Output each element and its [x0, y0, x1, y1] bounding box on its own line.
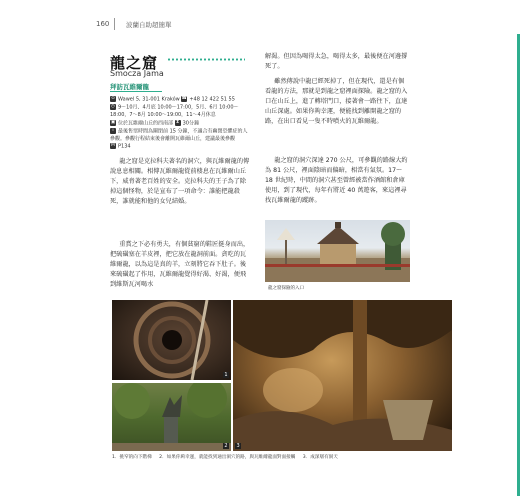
body-column-right-2	[265, 77, 410, 127]
paragraph: 重賞之下必有勇夫，有個貧窮的鞋匠挺身而出，把硫磺塞在羊皮裡，把它放在龍洞前面。貪吃的瓦維爾龍，以為這是真的羊，立刻將它吞下肚子。後來硫磺起了作用，瓦維爾龍覺得好渴、好渴，便飛到維斯瓦河喝水	[110, 241, 250, 289]
castle-caption: 龍之窟探險的入口	[268, 286, 304, 291]
tip-text: 最後售票時間為關閉前 15 分鐘，不適合有幽閉恐懼症的人參觀。參觀行程結束後會離開瓦維爾山丘，建議最後參觀	[110, 128, 248, 142]
body-column-left-1	[110, 157, 250, 207]
transport-text: 位於瓦維爾山丘的西南部	[118, 120, 174, 126]
cave-illustration	[233, 300, 452, 451]
caption-2: 2．如果你夠幸運，就能找到通出洞穴的路，與瓦維爾龍面對面接觸	[159, 455, 296, 460]
transport-line	[110, 120, 250, 128]
caption-1: 1．挑窄的向下階梯	[112, 455, 152, 460]
map-ref-text: P134	[118, 143, 131, 150]
castle-illustration	[265, 220, 410, 282]
paragraph: 龍之窟是克拉科夫著名的洞穴，與瓦維爾龍的傳說息息相關。相傳瓦維爾龍從前棲息在瓦維爾山丘下，威脅著老百姓的安全。克拉科夫的王子為了除掉這個怪物，於是宣布了一項命令：誰能把龍殺死，誰就能和他的女兒結婚。	[110, 158, 250, 206]
page-number: 160	[96, 20, 110, 28]
paragraph: 雖然傳說中龍已經死掉了，但在現代，還是有個看龍的方法，那就是到龍之窟裡面探險。龍之窟的入口在山丘上，進了轉塔門口，接著會一路往下，直達山丘深處。如果你夠幸運，便能找到離開龍之窟的路，在出口看見一隻不時噴火的瓦維爾龍。	[265, 78, 408, 126]
address-text: Wawel 5, 31-001 Kraków	[118, 96, 180, 103]
caption-3: 3．成深層有洞天	[302, 455, 338, 460]
info-block	[110, 96, 250, 151]
duration-text: 30分鐘	[182, 120, 199, 126]
phone-text: +48 12 422 51 55	[189, 96, 235, 103]
body-column-left-2	[110, 240, 250, 290]
map-ref-line	[110, 143, 250, 151]
castle-entrance-photo	[265, 220, 410, 282]
clock-icon: ◷	[111, 104, 115, 109]
photo-number: 3	[236, 443, 240, 449]
running-header: 波蘭自助超簡單	[126, 21, 172, 29]
photo-number: 2	[224, 443, 228, 449]
page-subtitle: Smocza Jama	[110, 69, 164, 78]
spiral-stair-illustration	[112, 300, 231, 380]
photo-captions	[112, 454, 452, 460]
body-column-right-1	[265, 52, 410, 72]
title-dots-decoration	[167, 58, 245, 61]
paragraph: 龍之窟的洞穴深達 270 公尺，可參觀的路線大約為 81 公尺，裡面陰暗而偏暗，相當有氣氛。17～18 世紀時，中間的洞穴甚至曾經被當作酒館和倉庫使用，到了現代，每年有將近 40 萬遊客，來這裡尋找瓦維爾龍的蹤跡。	[265, 157, 408, 205]
photo-number: 1	[224, 372, 228, 378]
address-line	[110, 96, 250, 104]
cave-interior-photo	[233, 300, 452, 451]
timer-icon: ⧗	[176, 119, 180, 125]
paragraph: 解渴。但因為喝得太急，喝得太多，最後便在河邊撐死了。	[265, 53, 408, 71]
tagline-underline	[110, 91, 162, 92]
hours-text: 9～10月、4月底 10:00～17:00，5月、6月 10:00～18:00，7～8月 10:00～19:00，11～4月休息	[110, 104, 239, 118]
tagline: 拜訪瓦維爾龍	[110, 83, 149, 91]
map-icon: M	[111, 143, 115, 148]
page-title: 龍之窟	[110, 54, 159, 72]
tram-icon: ▣	[110, 119, 116, 125]
phone-icon: ☎	[181, 96, 188, 101]
staircase-photo	[112, 300, 231, 380]
body-column-right-3	[265, 156, 410, 206]
header-divider	[114, 18, 115, 30]
dragon-statue-photo	[112, 383, 231, 451]
dragon-statue-illustration	[112, 383, 231, 451]
tip-line	[110, 128, 250, 144]
hours-line	[110, 104, 250, 120]
location-icon: ⊙	[111, 96, 115, 101]
info-icon: i	[110, 128, 116, 134]
